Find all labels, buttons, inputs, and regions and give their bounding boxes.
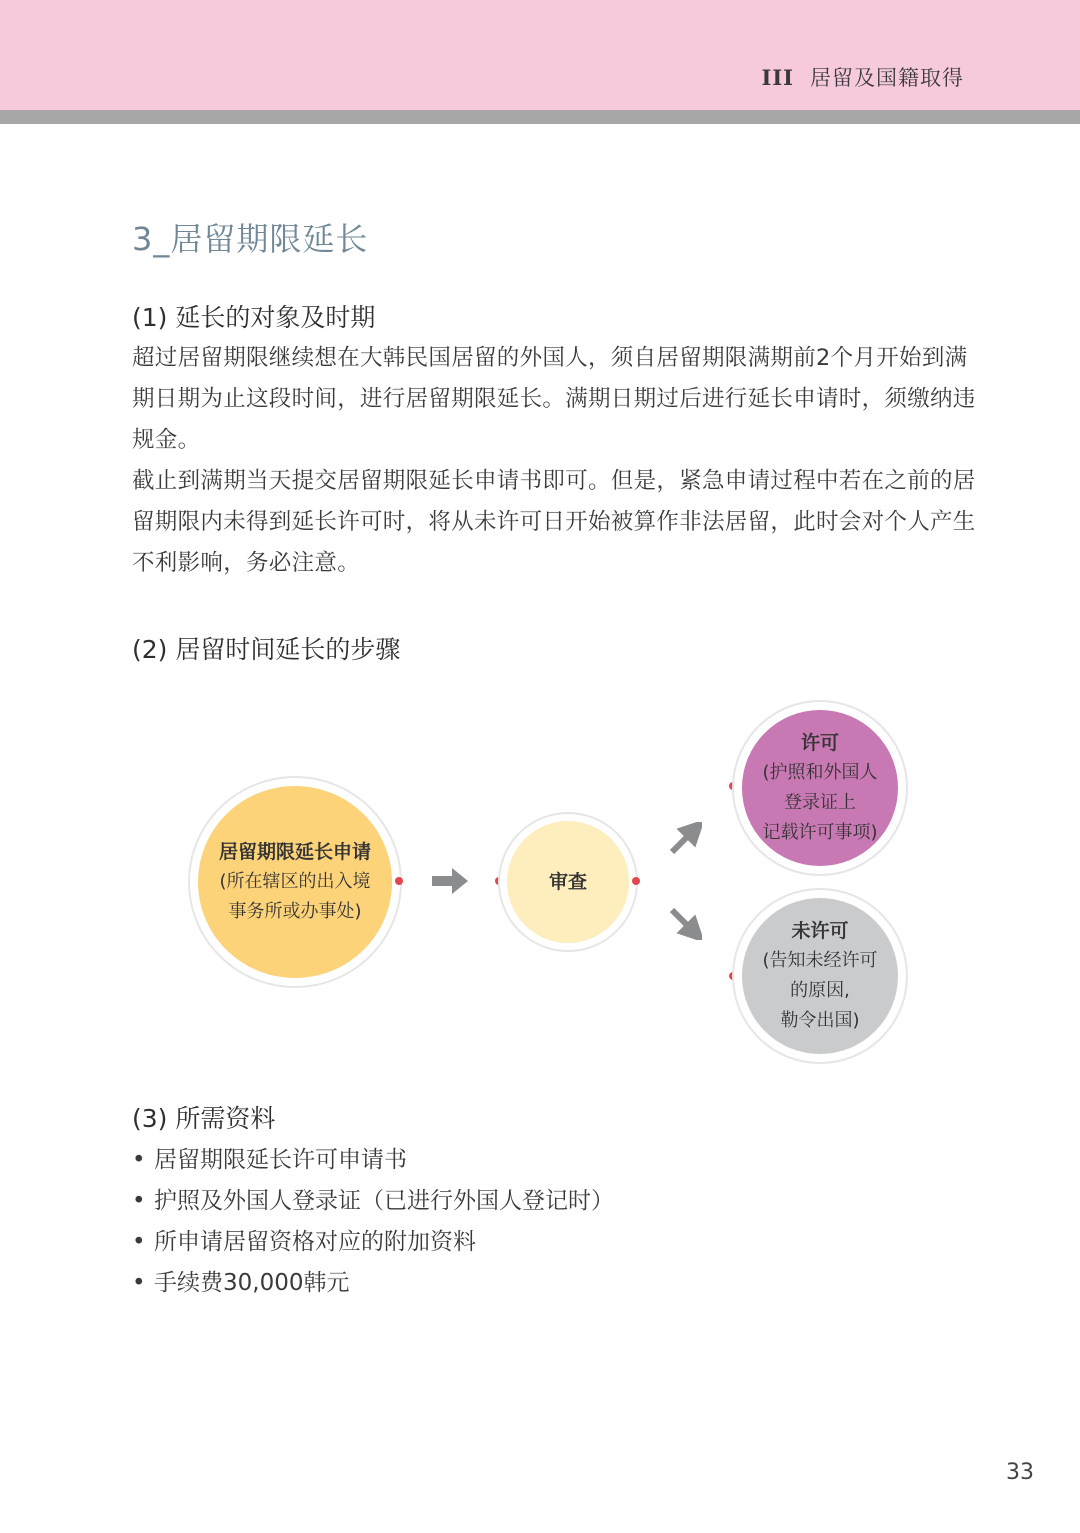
apply-step	[198, 786, 392, 978]
list-item	[132, 1222, 614, 1263]
section-3-heading: (3) 所需资料	[132, 1104, 276, 1133]
deny-step-line: 的原因,	[790, 980, 850, 1001]
down-right-arrow-icon	[668, 906, 702, 940]
section-1-body	[132, 338, 982, 584]
review-step-title: 审查	[548, 871, 587, 893]
list-item	[132, 1263, 614, 1304]
review-step	[507, 821, 629, 943]
up-right-arrow-icon	[668, 822, 702, 856]
bullet: •	[132, 1270, 146, 1296]
page-number: 33	[1006, 1460, 1034, 1485]
permit-step-line: (护照和外国人	[762, 762, 878, 783]
section-1-heading: (1) 延长的对象及时期	[132, 303, 376, 332]
connector-dot	[395, 877, 403, 885]
chapter-title: 居留及国籍取得	[810, 66, 964, 90]
connector-dot	[632, 877, 640, 885]
page-title: 3_居留期限延长	[132, 220, 369, 258]
bullet: •	[132, 1188, 146, 1214]
bullet: •	[132, 1229, 146, 1255]
deny-step-title: 未许可	[791, 920, 849, 942]
bullet: •	[132, 1147, 146, 1173]
list-item-text: 居留期限延长许可申请书	[154, 1147, 407, 1173]
permit-step	[742, 710, 898, 866]
header-divider	[0, 110, 1080, 124]
section-2-heading: (2) 居留时间延长的步骤	[132, 635, 401, 664]
apply-step-line: (所在辖区的出入境	[219, 871, 371, 892]
list-item-text: 所申请居留资格对应的附加资料	[154, 1229, 476, 1255]
right-arrow-icon	[430, 865, 470, 897]
deny-step-line: (告知未经许可	[762, 950, 878, 971]
paragraph: 截止到满期当天提交居留期限延长申请书即可。但是，紧急申请过程中若在之前的居留期限内未得到延长许可时，将从未许可日开始被算作非法居留，此时会对个人产生不利影响，务必注意。	[132, 468, 976, 576]
chapter-number: III	[761, 65, 794, 90]
chapter-label	[762, 62, 964, 92]
list-item-text: 护照及外国人登录证（已进行外国人登记时）	[154, 1188, 614, 1214]
list-item-text: 手续费30,000韩元	[154, 1270, 350, 1296]
permit-step-line: 记载许可事项)	[762, 822, 878, 843]
paragraph: 超过居留期限继续想在大韩民国居留的外国人，须自居留期限满期前2个月开始到满期日期为止这段时间，进行居留期限延长。满期日期过后进行延长申请时，须缴纳违规金。	[132, 345, 976, 453]
requirements-list	[132, 1140, 614, 1304]
apply-step-line: 事务所或办事处)	[228, 901, 362, 922]
permit-step-line: 登录证上	[784, 792, 856, 813]
permit-step-title: 许可	[800, 732, 839, 754]
header-band	[0, 0, 1080, 110]
list-item	[132, 1140, 614, 1181]
apply-step-title: 居留期限延长申请	[218, 841, 371, 863]
deny-step	[742, 898, 898, 1054]
list-item	[132, 1181, 614, 1222]
deny-step-line: 勒令出国)	[780, 1010, 860, 1031]
